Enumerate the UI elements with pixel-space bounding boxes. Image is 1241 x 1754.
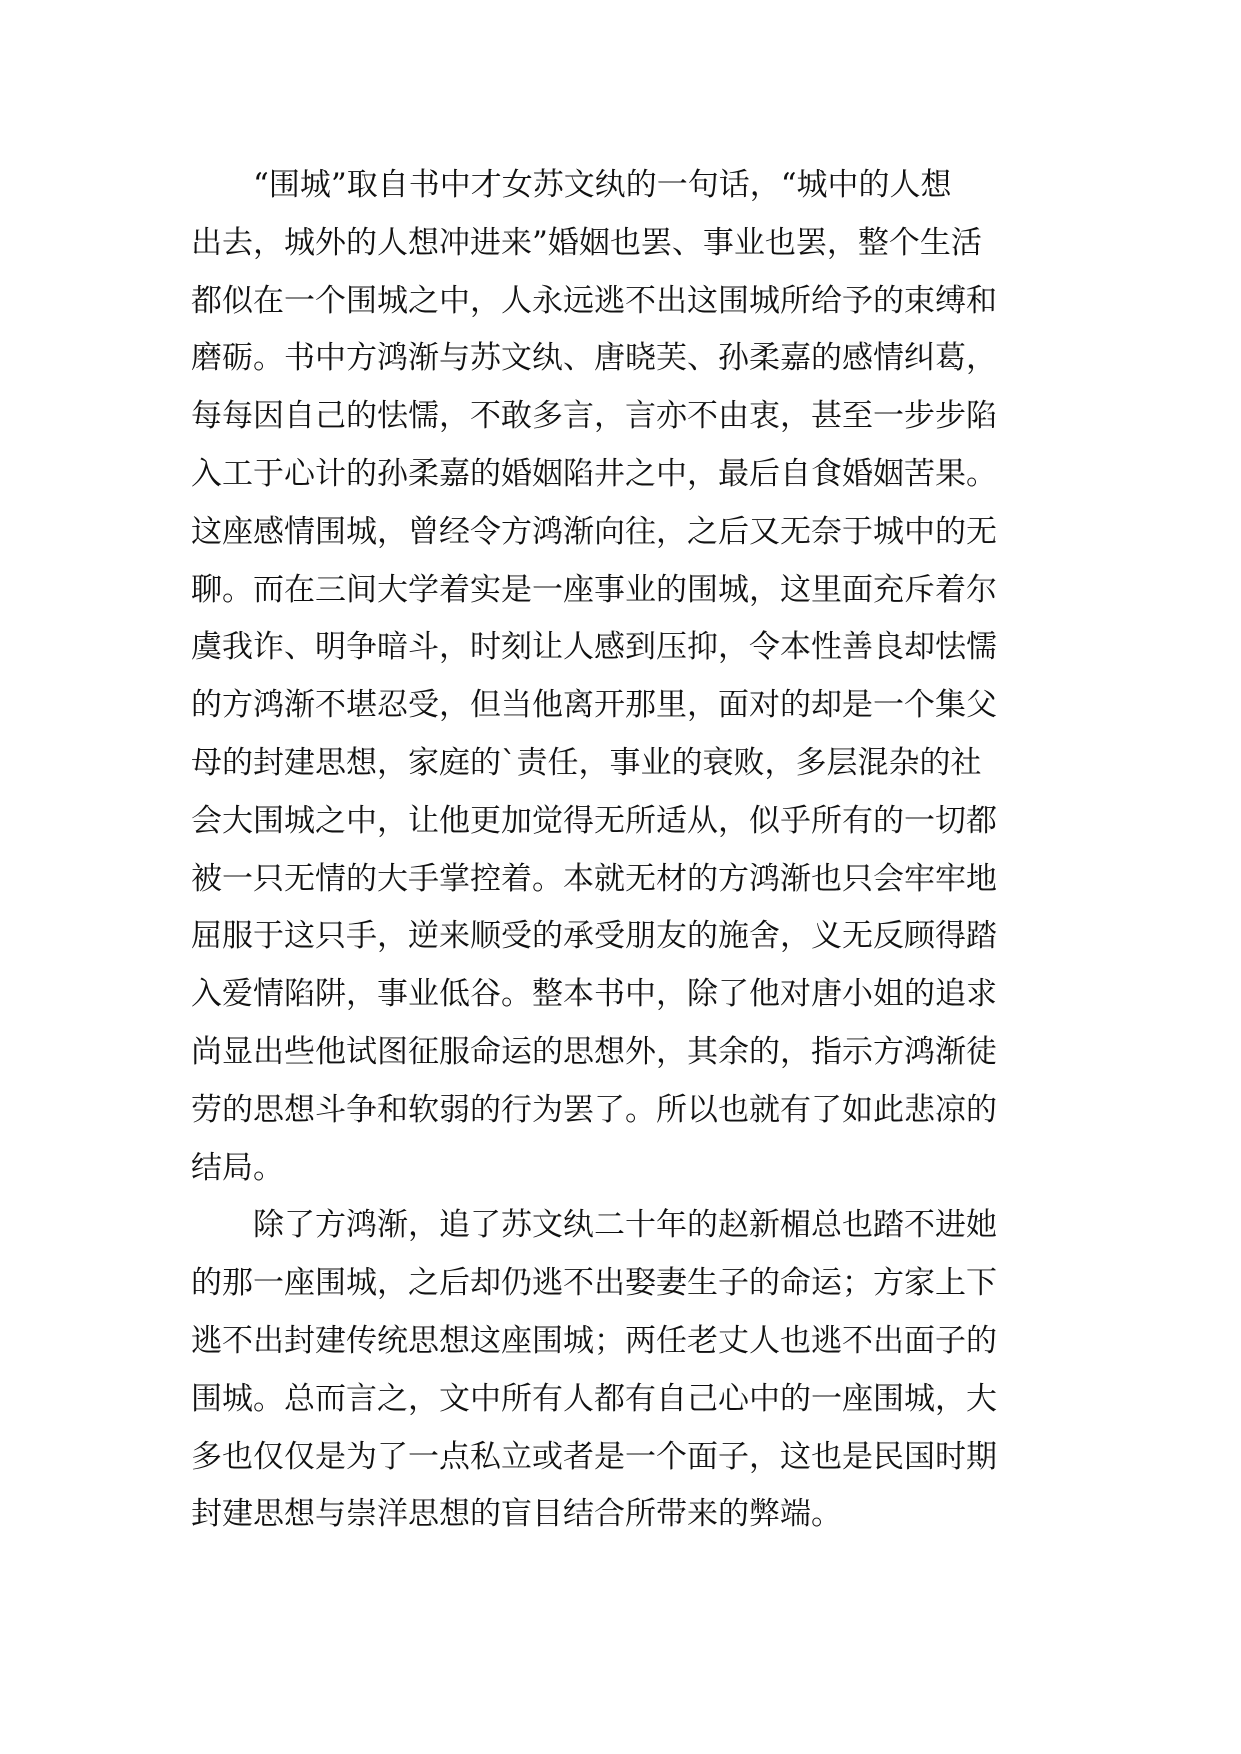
text-line: 多也仅仅是为了一点私立或者是一个面子，这也是民国时期 [191,1438,997,1475]
text-line: 虞我诈、明争暗斗，时刻让人感到压抑，令本性善良却怯懦 [191,629,997,666]
text-line: “围城”取自书中才女苏文纨的一句话，“城中的人想 [253,167,952,203]
body-text [191,157,1051,1544]
text-line: 结局。 [191,1149,284,1186]
text-line: 的方鸿渐不堪忍受，但当他离开那里，面对的却是一个集父 [191,687,997,724]
text-line: 尚显出些他试图征服命运的思想外，其余的，指示方鸿渐徒 [191,1033,997,1070]
text-line: 屈服于这只手，逆来顺受的承受朋友的施舍，义无反顾得踏 [191,918,997,955]
text-line: 被一只无情的大手掌控着。本就无材的方鸿渐也只会牢牢地 [191,860,997,897]
text-line: 母的封建思想，家庭的`责任，事业的衰败，多层混杂的社 [191,744,982,781]
paragraph-1 [191,157,1051,1197]
text-line: 除了方鸿渐，追了苏文纨二十年的赵新楣总也踏不进她 [253,1207,997,1244]
paragraph-2 [191,1197,1051,1544]
text-line: 出去，城外的人想冲进来”婚姻也罢、事业也罢，整个生活 [191,224,982,261]
text-line: 会大围城之中，让他更加觉得无所适从，似乎所有的一切都 [191,802,997,839]
text-line: 逃不出封建传统思想这座围城；两任老丈人也逃不出面子的 [191,1322,997,1359]
text-line: 每每因自己的怯懦，不敢多言，言亦不由衷，甚至一步步陷 [191,398,997,435]
text-line: 围城。总而言之，文中所有人都有自己心中的一座围城，大 [191,1380,997,1417]
text-line: 入工于心计的孙柔嘉的婚姻陷井之中，最后自食婚姻苦果。 [191,455,997,492]
text-line: 聊。而在三间大学着实是一座事业的围城，这里面充斥着尔 [191,571,997,608]
text-line: 磨砺。书中方鸿渐与苏文纨、唐晓芙、孙柔嘉的感情纠葛， [191,340,997,377]
text-line: 劳的思想斗争和软弱的行为罢了。所以也就有了如此悲凉的 [191,1091,997,1128]
text-line: 这座感情围城，曾经令方鸿渐向往，之后又无奈于城中的无 [191,513,997,550]
text-line: 入爱情陷阱，事业低谷。整本书中，除了他对唐小姐的追求 [191,976,997,1013]
text-line: 都似在一个围城之中，人永远逃不出这围城所给予的束缚和 [191,282,997,319]
text-line: 封建思想与崇洋思想的盲目结合所带来的弊端。 [191,1496,842,1533]
text-line: 的那一座围城，之后却仍逃不出娶妻生子的命运；方家上下 [191,1265,997,1302]
